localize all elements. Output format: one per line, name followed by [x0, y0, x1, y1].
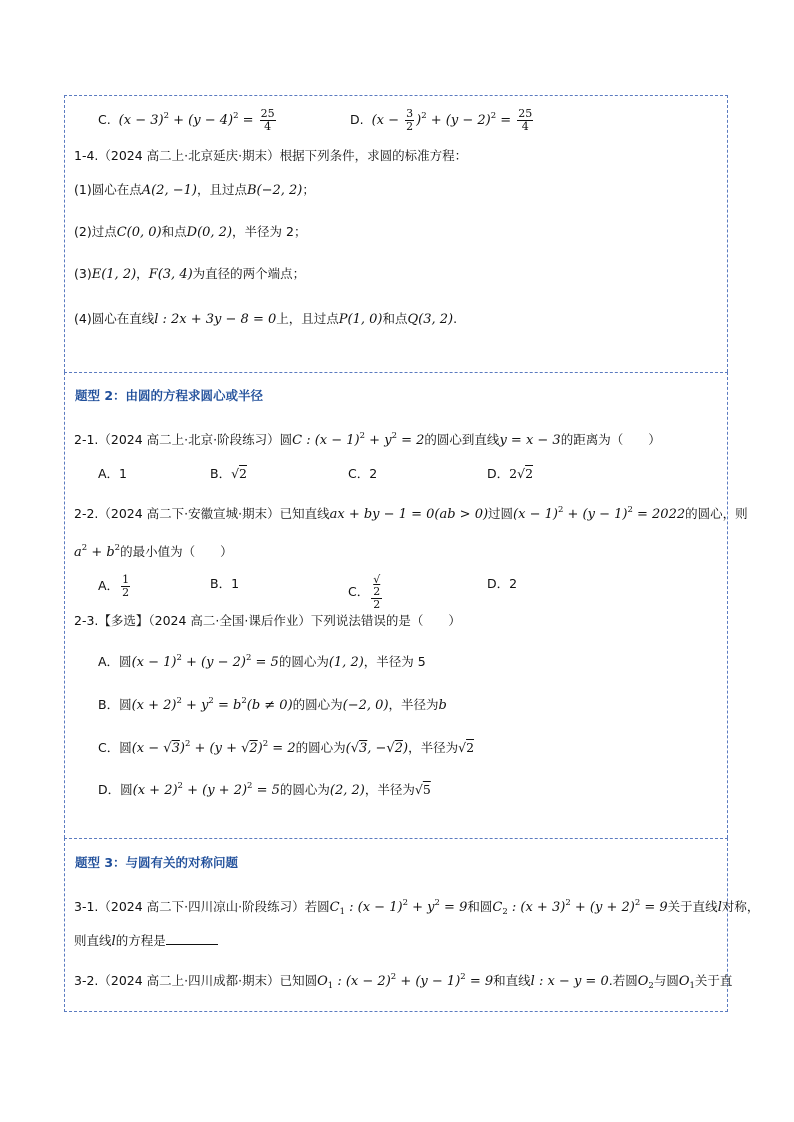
- question-3-2: 3-2.（2024 高二上·四川成都·期末）已知圆$O_1$ : $(x - 2)^2 + (y - 1)^2 = 9$和直线l : x − y = 0.若圆$O_2$与圆$O_1$关于直: [74, 972, 733, 991]
- section-3-title: 题型 3：与圆有关的对称问题: [75, 855, 239, 870]
- question-2-3: 2-3.【多选】（2024 高二·全国·课后作业）下列说法错误的是（ ）: [74, 613, 461, 628]
- question-2-1-option-d: D．2√2: [487, 466, 534, 481]
- question-1-4: 1-4.（2024 高二上·北京延庆·期末）根据下列条件，求圆的标准方程：: [74, 148, 468, 163]
- question-2-3-option-a: A．圆$(x - 1)^2 + (y - 2)^2 = 5$的圆心为(1, 2)，半径为 5: [98, 653, 426, 670]
- option-d: D. (x − $\frac{3}{2}$ )$^2 + (y - 2)^2$ = $\frac{25}{4}$: [350, 107, 533, 133]
- question-1-4-part-1: (1)圆心在点A(2, −1)，且过点B(−2, 2)；: [74, 182, 315, 198]
- question-1-4-part-3: (3)E(1, 2)，F(3, 4)为直径的两个端点；: [74, 266, 306, 282]
- question-2-2-line-2: $a^2 + b^2$的最小值为（ ）: [74, 543, 233, 560]
- question-2-3-option-d: D．圆$(x + 2)^2 + (y + 2)^2 = 5$的圆心为(2, 2)，半径为√5: [98, 781, 431, 798]
- question-2-2: 2-2.（2024 高二下·安徽宣城·期末）已知直线ax + by − 1 = 0(ab > 0)过圆$(x - 1)^2 + (y - 1)^2 = 2022$的圆心，则: [74, 505, 748, 522]
- question-2-2-option-b: B．1: [210, 576, 240, 591]
- option-c: C. $(x - 3)^2 + (y - 4)^2$ = $\frac{25}{4}$: [98, 107, 275, 133]
- question-2-1-option-a: A．1: [98, 466, 128, 481]
- question-3-1: 3-1.（2024 高二下·四川凉山·阶段练习）若圆$C_1$ : $(x - 1)^2 + y^2 = 9$和圆$C_2$ : $(x + 3)^2 + (y + 2)^2 = 9$关于直线l对称，: [74, 898, 760, 917]
- question-1-4-part-4: (4)圆心在直线l : 2x + 3y − 8 = 0上，且过点P(1, 0)和点Q(3, 2).: [74, 311, 458, 327]
- question-2-3-option-c: C．圆$(x - √3)^2 + (y + √2)^2 = 2$的圆心为(√3, −√2)，半径为√2: [98, 739, 475, 756]
- question-2-1: 2-1.（2024 高二上·北京·阶段练习）圆C : $(x - 1)^2 + y^2 = 2$的圆心到直线y = x − 3的距离为（ ）: [74, 431, 661, 448]
- question-2-1-option-b: B．√2: [210, 466, 247, 481]
- question-2-2-option-d: D．2: [487, 576, 518, 591]
- question-1-4-part-2: (2)过点C(0, 0)和点D(0, 2)，半径为 2；: [74, 224, 307, 240]
- question-3-1-line-2: 则直线l的方程是: [74, 931, 218, 952]
- question-2-2-option-c: C． √ 2 2: [348, 573, 381, 611]
- question-2-1-option-c: C．2: [348, 466, 378, 481]
- question-2-2-option-a: A． $\frac{1}{2}$: [98, 573, 130, 599]
- question-2-3-option-b: B．圆$(x + 2)^2 + y^2 = b^2(b \ne 0)$的圆心为(−2, 0)，半径为b: [98, 696, 447, 713]
- section-2-title: 题型 2：由圆的方程求圆心或半径: [75, 388, 264, 403]
- answer-blank[interactable]: [166, 932, 218, 945]
